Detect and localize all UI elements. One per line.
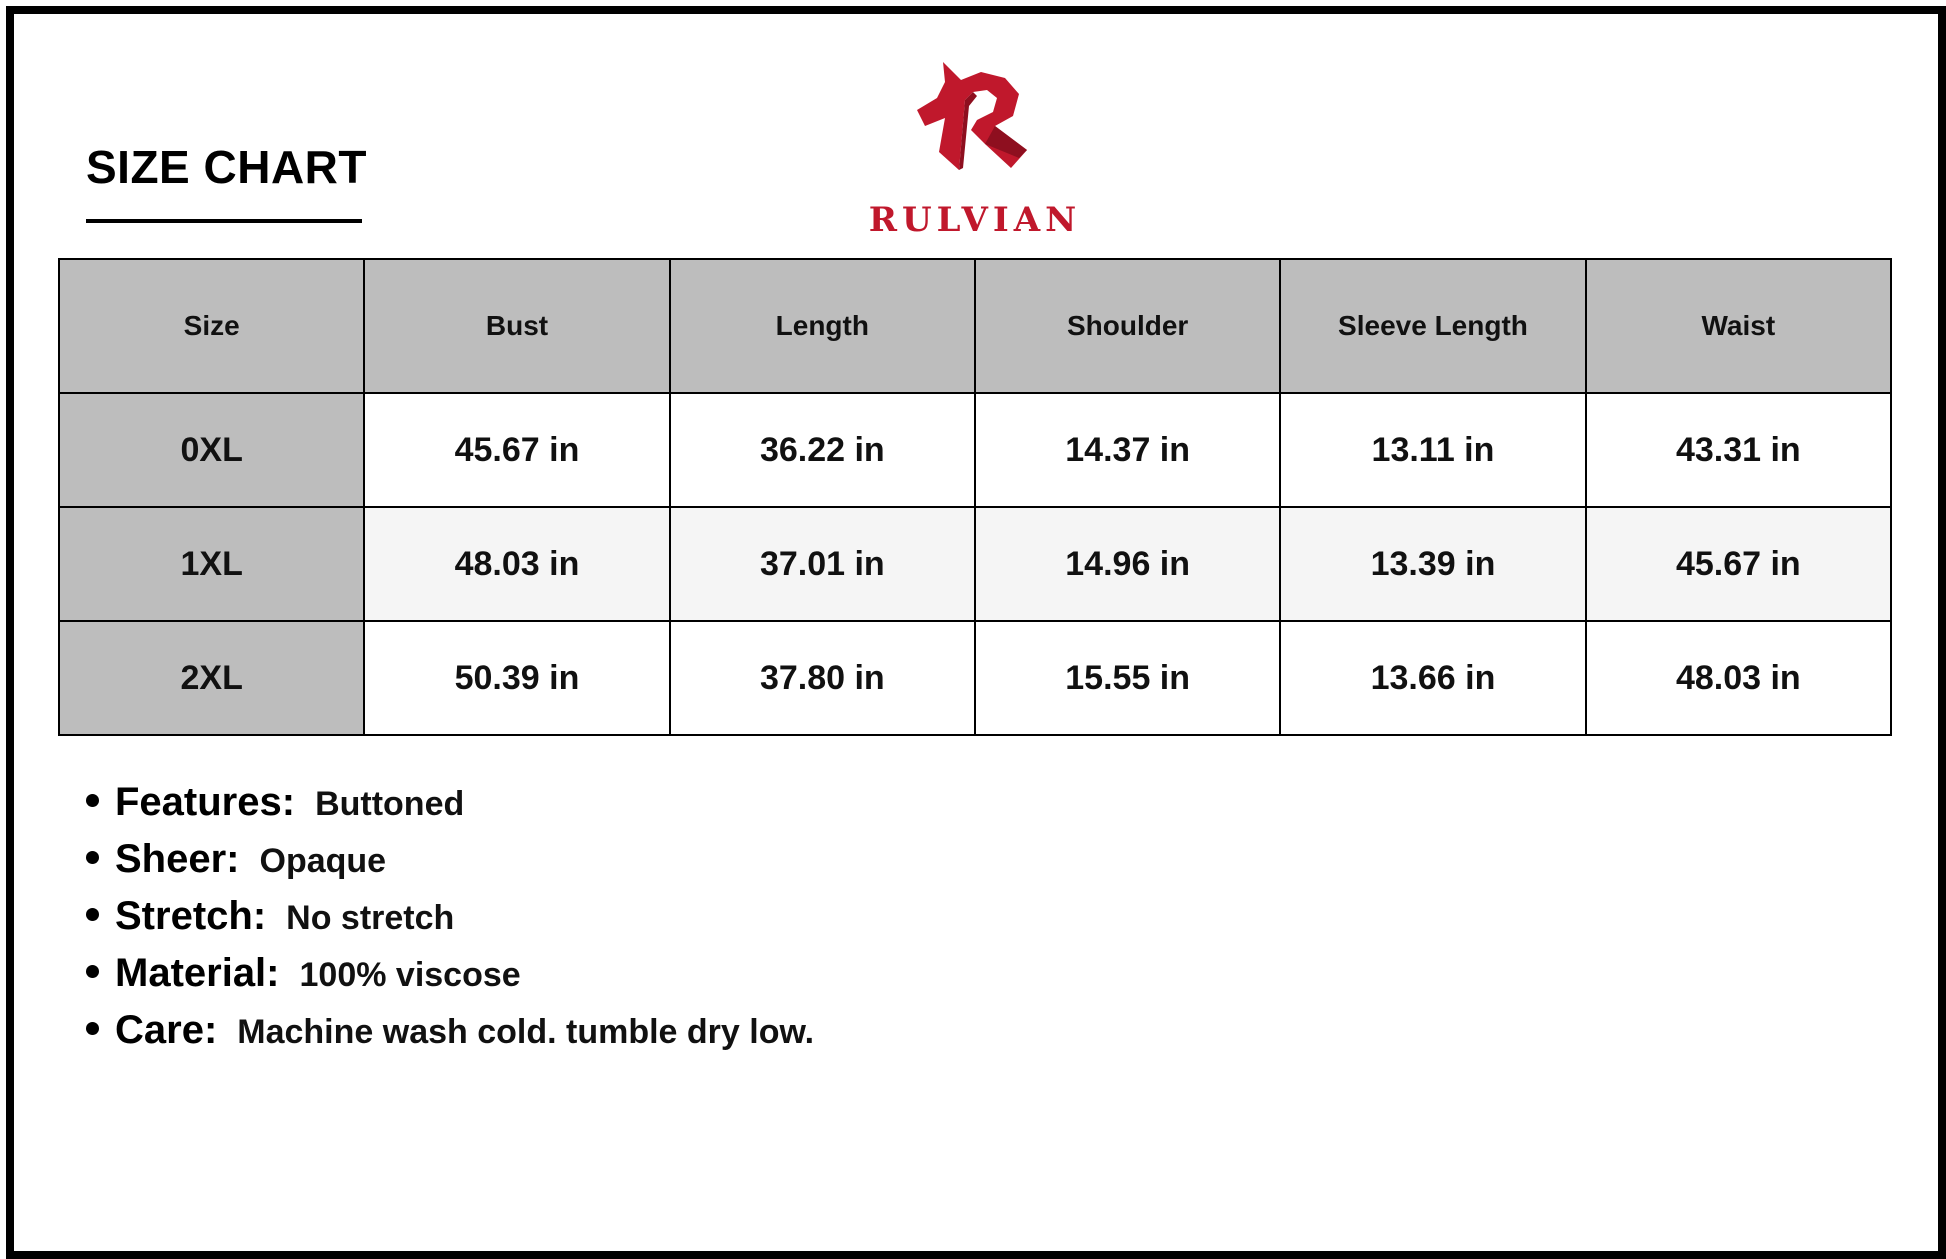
table-cell: 48.03 in <box>1586 621 1891 735</box>
table-cell: 48.03 in <box>364 507 669 621</box>
bullet-icon <box>86 965 99 978</box>
table-row <box>59 621 1891 735</box>
table-cell: 15.55 in <box>975 621 1280 735</box>
table-row <box>59 507 1891 621</box>
table-cell: 36.22 in <box>670 393 975 507</box>
table-cell: 45.67 in <box>1586 507 1891 621</box>
list-item <box>86 837 814 894</box>
table-row <box>59 393 1891 507</box>
feature-value: Machine wash cold. tumble dry low. <box>237 1013 815 1051</box>
column-header: Sleeve Length <box>1280 259 1585 393</box>
title-underline <box>86 219 362 223</box>
feature-label: Stretch: <box>115 894 267 938</box>
feature-label: Features: <box>115 780 296 824</box>
page-title: SIZE CHART <box>86 141 367 193</box>
table-cell: 37.80 in <box>670 621 975 735</box>
rulvian-r-monogram-icon <box>915 60 1035 185</box>
size-label-cell: 0XL <box>59 393 364 507</box>
bullet-icon <box>86 908 99 921</box>
feature-label: Care: <box>115 1008 218 1052</box>
feature-list <box>86 780 814 1065</box>
table-cell: 13.39 in <box>1280 507 1585 621</box>
table-cell: 50.39 in <box>364 621 669 735</box>
feature-value: No stretch <box>286 899 455 937</box>
list-item <box>86 951 814 1008</box>
feature-value: Opaque <box>259 842 387 880</box>
column-header: Shoulder <box>975 259 1280 393</box>
bullet-icon <box>86 794 99 807</box>
size-label-cell: 1XL <box>59 507 364 621</box>
column-header: Length <box>670 259 975 393</box>
bullet-icon <box>86 851 99 864</box>
column-header: Bust <box>364 259 669 393</box>
list-item <box>86 780 814 837</box>
table-cell: 14.37 in <box>975 393 1280 507</box>
list-item <box>86 1008 814 1065</box>
column-header: Size <box>59 259 364 393</box>
table-cell: 13.11 in <box>1280 393 1585 507</box>
feature-value: 100% viscose <box>299 956 521 994</box>
table-cell: 13.66 in <box>1280 621 1585 735</box>
table-header-row <box>59 259 1891 393</box>
table-cell: 43.31 in <box>1586 393 1891 507</box>
brand-logo <box>860 60 1090 240</box>
list-item <box>86 894 814 951</box>
feature-label: Material: <box>115 951 280 995</box>
column-header: Waist <box>1586 259 1891 393</box>
feature-value: Buttoned <box>315 785 465 823</box>
brand-name: RULVIAN <box>868 200 1082 240</box>
bullet-icon <box>86 1022 99 1035</box>
table-cell: 37.01 in <box>670 507 975 621</box>
table-cell: 14.96 in <box>975 507 1280 621</box>
size-table <box>58 258 1892 736</box>
size-label-cell: 2XL <box>59 621 364 735</box>
table-cell: 45.67 in <box>364 393 669 507</box>
feature-label: Sheer: <box>115 837 240 881</box>
